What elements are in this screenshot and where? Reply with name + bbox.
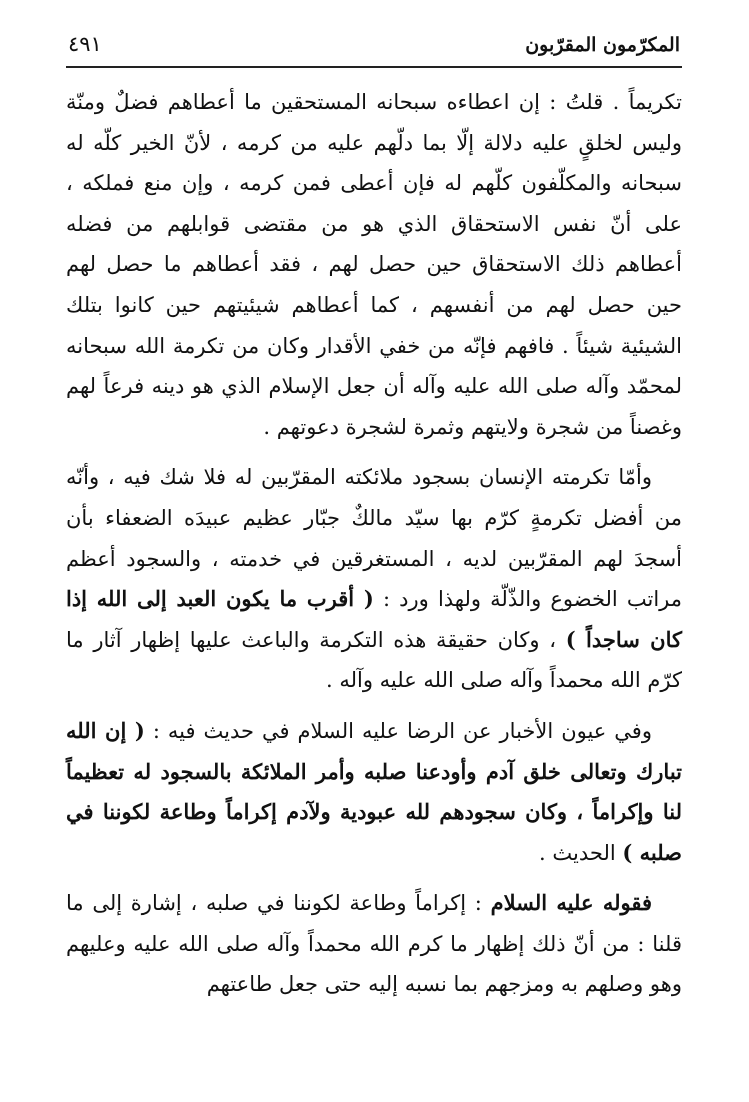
- text-run: تكريماً . قلتُ : إن اعطاءه سبحانه المستحقين ما أعطاهم فضلٌ ومنّة وليس لخلقٍ عليه دلالة إلّا بما دلّهم عليه من كرمه ، لأنّ الخير كلّه له سبحانه والمكلّفون كلّهم له فإن أعطى فمن كرمه ، وإن منع فملكه ، على أنّ نفس الاستحقاق الذي هو من مقتضى قوابلهم من فضله أعطاهم ذلك الاستحقاق حين حصل لهم ، فقد أعطاهم ما حصل لهم حين حصل لهم من أنفسهم ، كما أعطاهم شيئيتهم حين كانوا بتلك الشيئية شيئاً . فافهم فإنّه من خفي الأقدار وكان من تكرمة الله سبحانه لمحمّد وآله صلى الله عليه وآله أن جعل الإسلام الذي هو دينه فرعاً لهم وغصناً من شجرة ولايتهم وثمرة لشجرة دعوتهم .: [66, 90, 682, 439]
- running-title: المكرّمون المقرّبون: [525, 34, 680, 56]
- body-text: [66, 82, 682, 1005]
- page-number: ٤٩١: [68, 32, 102, 56]
- header-rule: [66, 66, 682, 68]
- quoted-phrase: فقوله عليه السلام: [490, 890, 652, 916]
- page-header: [66, 30, 682, 68]
- text-run: وفي عيون الأخبار عن الرضا عليه السلام في حديث فيه :: [144, 718, 652, 743]
- hadith-quote: ( إن الله تبارك وتعالى خلق آدم وأودعنا صلبه وأمر الملائكة بالسجود له تعظيماً لنا وإكراماً ، وكان سجودهم لله عبودية ولآدم إكراماً وطاعة لكوننا في صلبه ): [66, 717, 682, 865]
- hadith-quote: ( أقرب ما يكون العبد إلى الله إذا كان ساجداً ): [66, 586, 682, 652]
- paragraph: [66, 711, 682, 873]
- text-run: ، وكان حقيقة هذه التكرمة والباعث عليها إظهار آثار ما كرّم الله محمداً وآله صلى الله عليه وآله .: [66, 627, 682, 693]
- paragraph: [66, 883, 682, 1005]
- text-run: وأمّا تكرمته الإنسان بسجود ملائكته المقرّبين له فلا شك فيه ، وأنّه من أفضل تكرمةٍ كرّم بها سيّد مالكٌ جبّار عظيم عبيدَه الضعفاء بأن أسجدَ لهم المقرّبين لديه ، المستغرقين في خدمته ، والسجود أعظم مراتب الخضوع والذّلّة ولهذا ورد :: [66, 465, 682, 612]
- paragraph: [66, 457, 682, 701]
- text-run: : إكراماً وطاعة لكوننا في صلبه ، إشارة إلى ما قلنا : من أنّ ذلك إظهار ما كرم الله محمداً وآله صلى الله عليه وعليهم وهو وصلهم به ومزجهم بما نسبه إليه حتى جعل طاعتهم: [66, 891, 682, 997]
- paragraph: [66, 82, 682, 447]
- text-run: الحديث .: [539, 840, 623, 865]
